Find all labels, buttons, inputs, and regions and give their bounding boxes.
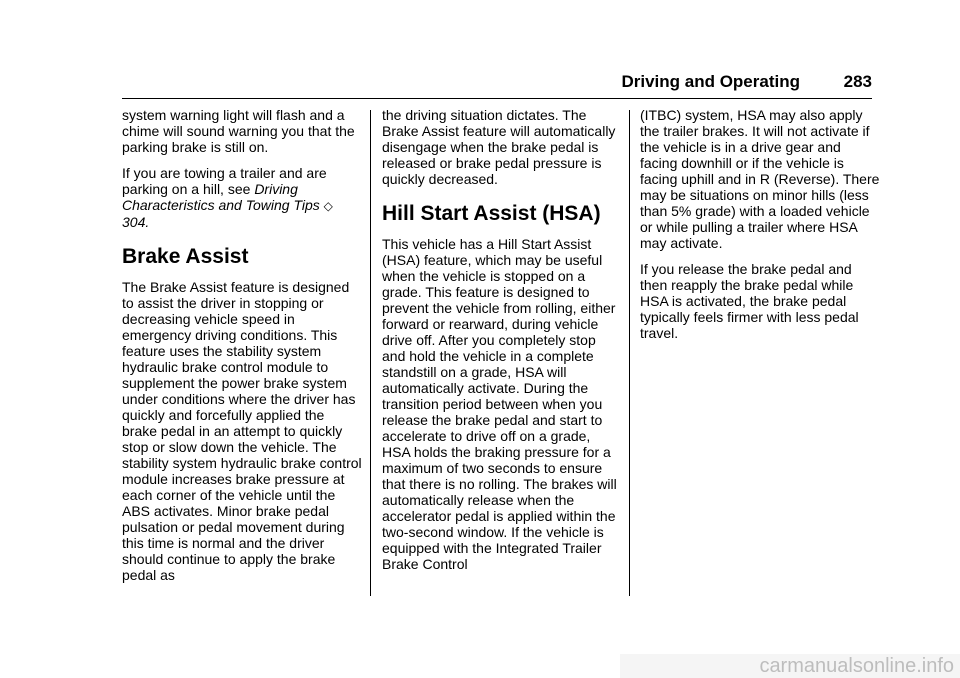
heading-hill-start-assist: Hill Start Assist (HSA): [382, 202, 601, 225]
page-reference[interactable]: 304: [122, 214, 146, 230]
towing-text: If you are towing a trailer and are parking on a hill, see: [122, 165, 327, 197]
column-2: [382, 107, 622, 582]
page-number: 283: [843, 72, 872, 91]
paragraph-towing: [122, 165, 362, 230]
column-3: [640, 107, 880, 351]
section-title: Driving and Operating: [621, 72, 800, 91]
column-divider-1: [370, 110, 371, 596]
column-1: [122, 107, 362, 593]
paragraph-parking-warning: system warning light will flash and a chime will sound warning you that the parking brake is still on.: [122, 107, 355, 155]
paragraph-brake-pedal: If you release the brake pedal and then reapply the brake pedal while HSA is activated, the brake pedal typically feels firmer with less pedal travel.: [640, 261, 859, 341]
page-header: [122, 64, 872, 99]
paragraph-hsa-cont: (ITBC) system, HSA may also apply the trailer brakes. It will not activate if the vehicle is in a drive gear and facing downhill or if the vehicle is facing uphill and in R (Reverse). There may be situations on minor hills (less than 5% grade) with a loaded vehicle or while pulling a trailer where HSA may activate.: [640, 107, 880, 251]
column-divider-2: [629, 110, 630, 596]
cross-reference-link[interactable]: Driving Characteristics and Towing Tips: [122, 181, 320, 213]
paragraph-brake-assist-cont: the driving situation dictates. The Brake Assist feature will automatically disengage when the brake pedal is released or brake pedal pressure is quickly decreased.: [382, 107, 616, 187]
reference-period: .: [145, 214, 150, 230]
paragraph-brake-assist: The Brake Assist feature is designed to assist the driver in stopping or decreasing vehicle speed in emergency driving conditions. This feature uses the stability system hydraulic brake control module to supplement the power brake system under conditions where the driver has quickly and forcefully applied the brake pedal in an attempt to quickly stop or slow down the vehicle. The stability system hydraulic brake control module increases brake pressure at each corner of the vehicle until the ABS activates. Minor brake pedal pulsation or pedal movement during this time is normal and the driver should continue to apply the brake pedal as: [122, 279, 362, 583]
watermark: carmanualsonline.info: [620, 654, 960, 678]
page-ref-arrow-icon: ◇: [323, 199, 333, 213]
heading-brake-assist: Brake Assist: [122, 245, 249, 268]
paragraph-hsa: This vehicle has a Hill Start Assist (HSA) feature, which may be useful when the vehicle is stopped on a grade. This feature is designed to prevent the vehicle from rolling, either forward or rearward, during vehicle drive off. After you completely stop and hold the vehicle in a complete standstill on a grade, HSA will automatically activate. During the transition period between when you release the brake pedal and start to accelerate to drive off on a grade, HSA holds the braking pressure for a maximum of two seconds to ensure that there is no rolling. The brakes will automatically release when the accelerator pedal is applied within the two-second window. If the vehicle is equipped with the Integrated Trailer Brake Control: [382, 236, 617, 572]
